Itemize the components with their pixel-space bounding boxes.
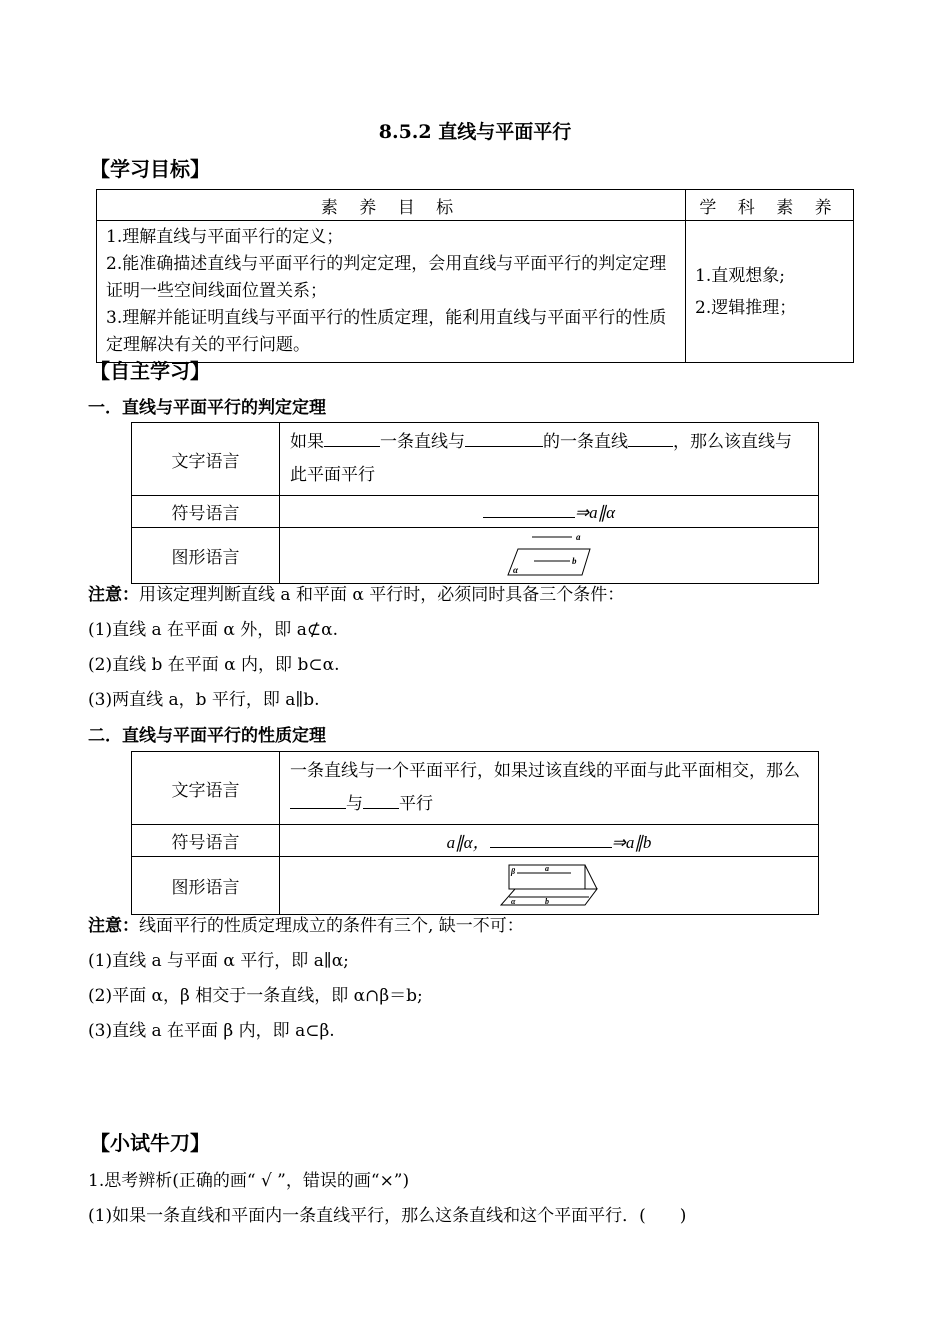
goals-cell	[97, 221, 686, 363]
plane-edge	[585, 865, 597, 889]
property-theorem-table	[131, 751, 819, 915]
condition-2: (2)直线 b 在平面 α 内，即 b⊂α.	[88, 655, 340, 675]
fig-label-b: b	[572, 555, 577, 566]
blank	[490, 831, 612, 848]
question-1: 1.思考辨析(正确的画“ √ ”，错误的画“×”)	[88, 1171, 410, 1191]
blank	[465, 430, 543, 447]
condition-3: (3)直线 a 在平面 β 内，即 a⊂β.	[88, 1021, 335, 1041]
text-language-content: 一条直线与一个平面平行，如果过该直线的平面与此平面相交，那么与 平行	[280, 752, 819, 825]
text-language-label: 文字语言	[132, 752, 280, 825]
goals-table	[96, 189, 854, 363]
note-2: 注意：线面平行的性质定理成立的条件有三个, 缺一不可：	[88, 916, 524, 936]
fig-label-a: a	[545, 863, 549, 873]
fig-label-alpha: α	[513, 564, 518, 575]
part2-title: 二．直线与平面平行的性质定理	[88, 726, 326, 746]
literacy-item: 2.逻辑推理；	[695, 297, 797, 318]
try-heading: 【小试牛刀】	[90, 1131, 210, 1155]
text-language-content: 如果 一条直线与 的一条直线 ，那么该直线与此平面平行	[280, 423, 819, 496]
self-study-heading: 【自主学习】	[90, 359, 210, 383]
figure-cell	[280, 857, 819, 915]
figure-cell	[280, 528, 819, 584]
line-plane-parallel-figure	[504, 531, 594, 581]
condition-3: (3)两直线 a，b 平行，即 a∥b.	[88, 690, 320, 710]
symbol-language-label: 符号语言	[132, 496, 280, 528]
fig-label-beta: β	[511, 866, 516, 876]
page-title: 8.5.2 直线与平面平行	[378, 121, 572, 143]
goals-heading: 【学习目标】	[90, 157, 210, 181]
blank	[290, 792, 346, 809]
blank	[324, 430, 380, 447]
symbol-language-content: ⇒a∥α	[280, 496, 819, 528]
figure-language-label: 图形语言	[132, 528, 280, 584]
note-1: 注意：用该定理判断直线 a 和平面 α 平行时，必须同时具备三个条件：	[88, 585, 625, 605]
text-language-label: 文字语言	[132, 423, 280, 496]
judgement-theorem-table	[131, 422, 819, 584]
blank	[628, 430, 673, 447]
part1-title: 一．直线与平面平行的判定定理	[88, 398, 326, 418]
goals-col1-header: 素 养 目 标	[97, 190, 686, 221]
goals-col2-header: 学 科 素 养	[686, 190, 854, 221]
fig-label-alpha: α	[511, 896, 516, 906]
blank	[363, 792, 399, 809]
goal-item: 3.理解并能证明直线与平面平行的性质定理，能利用直线与平面平行的性质定理解决有关的平行问题。	[106, 308, 667, 355]
goal-item: 1.理解直线与平面平行的定义；	[106, 227, 344, 247]
condition-2: (2)平面 α，β 相交于一条直线，即 α∩β＝b;	[88, 986, 423, 1006]
question-1-1: (1)如果一条直线和平面内一条直线平行，那么这条直线和这个平面平行．( )	[88, 1206, 687, 1226]
symbol-language-label: 符号语言	[132, 825, 280, 857]
blank	[483, 501, 575, 518]
figure-language-label: 图形语言	[132, 857, 280, 915]
condition-1: (1)直线 a 与平面 α 平行，即 a∥α;	[88, 951, 349, 971]
plane-alpha	[508, 549, 590, 575]
literacy-cell	[686, 221, 854, 363]
plane-intersection-figure	[497, 861, 601, 911]
literacy-item: 1.直观想象;	[695, 265, 785, 286]
fig-label-b: b	[545, 896, 549, 906]
fig-label-a: a	[576, 531, 581, 542]
goal-item: 2.能准确描述直线与平面平行的判定定理，会用直线与平面平行的判定定理证明一些空间线面位置关系；	[106, 254, 667, 301]
symbol-language-content: a∥α， ⇒a∥b	[280, 825, 819, 857]
condition-1: (1)直线 a 在平面 α 外，即 a⊄α.	[88, 620, 338, 640]
